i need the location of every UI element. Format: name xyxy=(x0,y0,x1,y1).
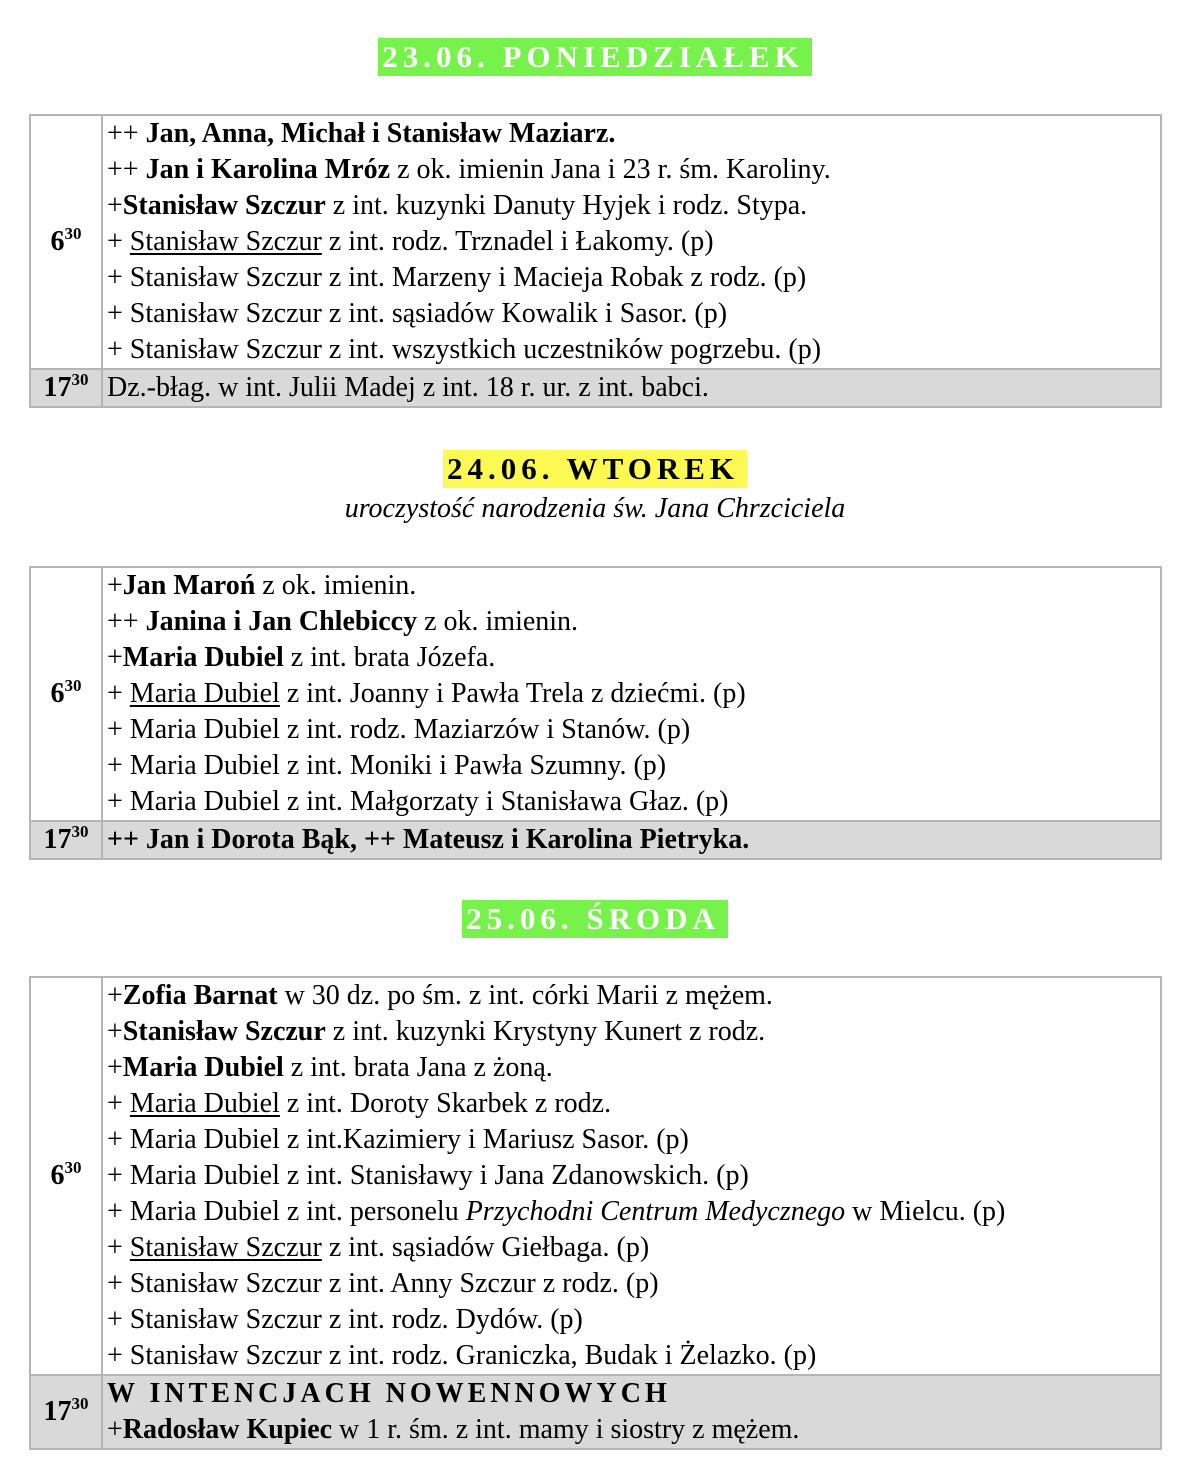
feast-subtitle: uroczystość narodzenia św. Jana Chrzciciela xyxy=(344,493,846,524)
evening-row xyxy=(30,1375,1161,1449)
intention-line: ++ Jan i Karolina Mróz z ok. imienin Jana i 23 r. śm. Karoliny. xyxy=(107,154,831,185)
intention-line: +Radosław Kupiec w 1 r. śm. z int. mamy i siostry z mężem. xyxy=(107,1414,800,1445)
day-title: 23.06. PONIEDZIAŁEK xyxy=(378,38,811,76)
day-title: 25.06. ŚRODA xyxy=(462,900,728,938)
intention-line: + Maria Dubiel z int. rodz. Maziarzów i Stanów. (p) xyxy=(107,714,691,745)
morning-row xyxy=(30,977,1161,1375)
mass-time: $17^{30}$ xyxy=(30,821,102,859)
evening-row xyxy=(30,369,1161,407)
intentions-list xyxy=(102,567,1161,821)
intention-line: + Stanisław Szczur z int. sąsiadów Kowalik i Sasor. (p) xyxy=(107,298,728,329)
morning-row xyxy=(30,115,1161,369)
intentions-list xyxy=(102,1375,1161,1449)
intention-line: +Maria Dubiel z int. brata Jana z żoną. xyxy=(107,1052,553,1083)
day-header-1 xyxy=(0,0,1190,76)
intention-line: + Stanisław Szczur z int. rodz. Graniczka, Budak i Żelazko. (p) xyxy=(107,1340,817,1371)
intention-line: ++ Jan, Anna, Michał i Stanisław Maziarz. xyxy=(107,118,616,149)
schedule-table-2 xyxy=(29,566,1162,860)
day-title: 24.06. WTOREK xyxy=(443,450,747,488)
intention-line: ++ Janina i Jan Chlebiccy z ok. imienin. xyxy=(107,606,579,637)
intention-line: + Maria Dubiel z int. Stanisławy i Jana Zdanowskich. (p) xyxy=(107,1160,749,1191)
intention-line: +Maria Dubiel z int. brata Józefa. xyxy=(107,642,496,673)
evening-row xyxy=(30,821,1161,859)
intention-line: + Stanisław Szczur z int. sąsiadów Giełbaga. (p) xyxy=(107,1232,650,1263)
intention-line: Dz.-błag. w int. Julii Madej z int. 18 r. ur. z int. babci. xyxy=(107,372,709,403)
intention-line: +Stanisław Szczur z int. kuzynki Krystyny Kunert z rodz. xyxy=(107,1016,766,1047)
intention-line: +Stanisław Szczur z int. kuzynki Danuty Hyjek i rodz. Stypa. xyxy=(107,190,808,221)
mass-time: $6^{30}$ xyxy=(30,977,102,1375)
intention-line: +Jan Maroń z ok. imienin. xyxy=(107,570,417,601)
schedule-table-1 xyxy=(29,114,1162,408)
intention-line: + Maria Dubiel z int. Małgorzaty i Stanisława Głaz. (p) xyxy=(107,786,729,817)
intention-line: + Maria Dubiel z int.Kazimiery i Mariusz Sasor. (p) xyxy=(107,1124,689,1155)
intentions-list xyxy=(102,977,1161,1375)
intention-line: + Maria Dubiel z int. Doroty Skarbek z rodz. xyxy=(107,1088,612,1119)
morning-row xyxy=(30,567,1161,821)
intention-line: + Maria Dubiel z int. personelu Przychodni Centrum Medycznego w Mielcu. (p) xyxy=(107,1196,1006,1227)
intention-line: + Stanisław Szczur z int. rodz. Trznadel i Łakomy. (p) xyxy=(107,226,714,257)
intention-line: +Zofia Barnat w 30 dz. po śm. z int. córki Marii z mężem. xyxy=(107,980,773,1011)
intentions-list xyxy=(102,369,1161,407)
schedule-table-3 xyxy=(29,976,1162,1450)
mass-time: $17^{30}$ xyxy=(30,369,102,407)
intention-line: + Stanisław Szczur z int. Marzeny i Macieja Robak z rodz. (p) xyxy=(107,262,807,293)
intentions-list xyxy=(102,115,1161,369)
mass-time: $17^{30}$ xyxy=(30,1375,102,1449)
day-header-2 xyxy=(0,450,1190,526)
intention-line: + Stanisław Szczur z int. wszystkich uczestników pogrzebu. (p) xyxy=(107,334,822,365)
intention-line: + Maria Dubiel z int. Moniki i Pawła Szumny. (p) xyxy=(107,750,667,781)
intentions-list xyxy=(102,821,1161,859)
day-header-3 xyxy=(0,900,1190,938)
mass-time: $6^{30}$ xyxy=(30,567,102,821)
novena-heading: W INTENCJACH NOWENNOWYCH xyxy=(107,1378,671,1409)
mass-time: $6^{30}$ xyxy=(30,115,102,369)
intention-line: ++ Jan i Dorota Bąk, ++ Mateusz i Karolina Pietryka. xyxy=(107,824,750,855)
intention-line: + Stanisław Szczur z int. Anny Szczur z rodz. (p) xyxy=(107,1268,659,1299)
intention-line: + Stanisław Szczur z int. rodz. Dydów. (p) xyxy=(107,1304,583,1335)
intention-line: + Maria Dubiel z int. Joanny i Pawła Trela z dziećmi. (p) xyxy=(107,678,746,709)
